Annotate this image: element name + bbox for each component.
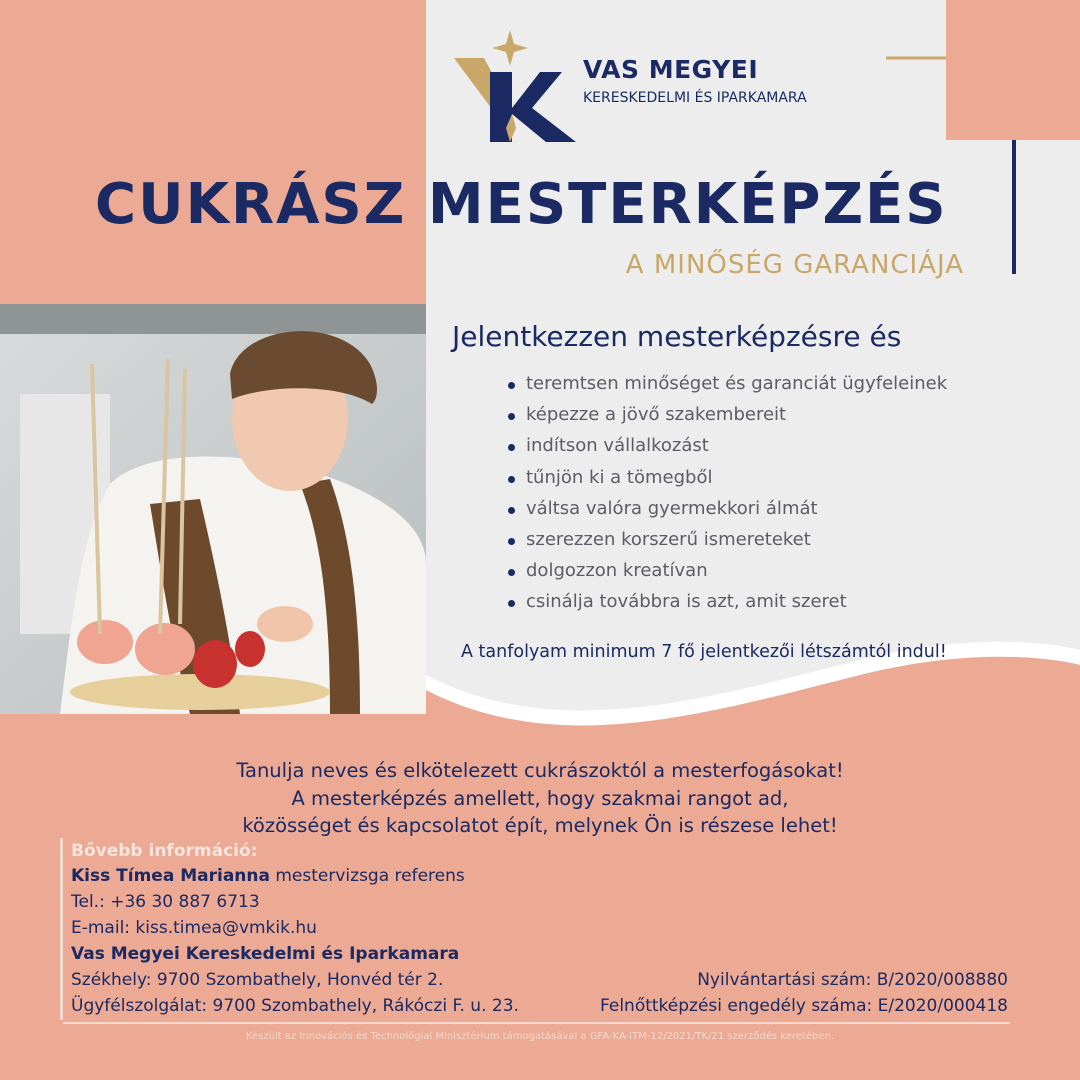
contact-service-address: Ügyfélszolgálat: 9700 Szombathely, Rákóczi F. u. 23. [71, 996, 519, 1016]
funding-footnote: Készült az Innovációs és Technológiai Minisztérium támogatásával a GFA-KA-ITM-12/2021/TK/21 szerződés keretében. [245, 1031, 835, 1042]
benefit-item: csinálja továbbra is azt, amit szeret [508, 590, 947, 621]
contact-phone[interactable]: Tel.: +36 30 887 6713 [71, 892, 260, 912]
page-subtitle: A MINŐSÉG GARANCIÁJA [625, 250, 964, 280]
benefit-item: tűnjön ki a tömegből [508, 466, 947, 497]
benefit-item: indítson vállalkozást [508, 434, 947, 465]
contact-person [71, 866, 465, 886]
promo-text [180, 757, 900, 840]
contact-email[interactable]: E-mail: kiss.timea@vmkik.hu [71, 918, 317, 938]
page-title: CUKRÁSZ MESTERKÉPZÉS [95, 172, 948, 237]
footer-divider [63, 1022, 1010, 1024]
training-license-number: Felnőttképzési engedély száma: E/2020/000418 [600, 996, 1008, 1016]
benefit-item: váltsa valóra gyermekkori álmát [508, 497, 947, 528]
registration-number: Nyilvántartási szám: B/2020/008880 [697, 970, 1008, 990]
benefit-item: teremtsen minőséget és garanciát ügyfeleinek [508, 372, 947, 403]
vk-logo-icon [450, 28, 580, 144]
contact-divider [60, 838, 63, 1020]
benefit-item: dolgozzon kreatívan [508, 559, 947, 590]
promo-line: közösséget és kapcsolatot épít, melynek Ön is részese lehet! [242, 814, 838, 837]
minimum-participants-note: A tanfolyam minimum 7 fő jelentkezői létszámtól indul! [461, 642, 947, 662]
benefit-item: képezze a jövő szakembereit [508, 403, 947, 434]
contact-organization: Vas Megyei Kereskedelmi és Iparkamara [71, 944, 460, 964]
contact-role: mestervizsga referens [269, 866, 465, 886]
top-right-salmon-block [946, 0, 1080, 140]
contact-seat-address: Székhely: 9700 Szombathely, Honvéd tér 2. [71, 970, 444, 990]
logo-title: VAS MEGYEI [583, 55, 759, 84]
promo-line: A mesterképzés amellett, hogy szakmai rangot ad, [291, 786, 789, 810]
benefit-list [508, 372, 947, 622]
promo-line: Tanulja neves és elkötelezett cukrászoktól a mesterfogásokat! [236, 759, 844, 782]
pastry-chef-photo [0, 304, 426, 714]
top-left-salmon-block [0, 0, 426, 304]
contact-name: Kiss Tímea Marianna [71, 866, 270, 886]
contact-heading: Bővebb információ: [71, 841, 258, 861]
benefit-item: szerezzen korszerű ismereteket [508, 528, 947, 559]
intro-text: Jelentkezzen mesterképzésre és [452, 320, 902, 353]
logo-subtitle: KERESKEDELMI ÉS IPARKAMARA [583, 90, 807, 106]
